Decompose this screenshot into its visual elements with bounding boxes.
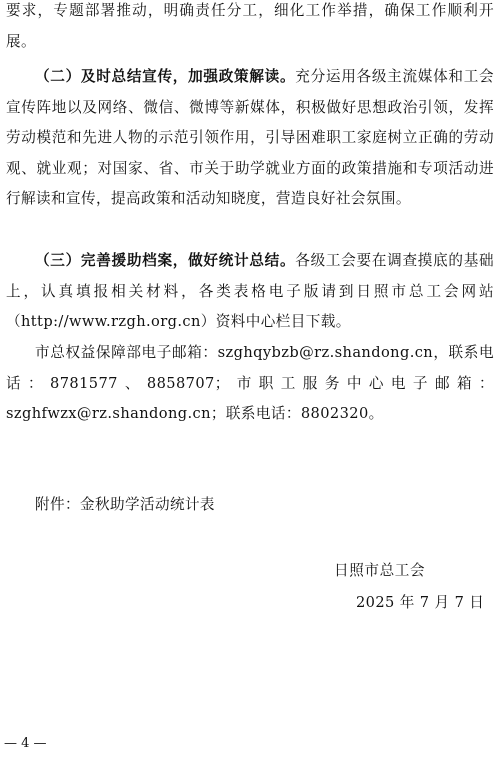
paragraph-heading: （二）及时总结宣传，加强政策解读。	[35, 68, 296, 85]
signature-organization: 日照市总工会	[334, 562, 426, 579]
paragraph-archives	[6, 246, 494, 338]
paragraph-continued: 要求，专题部署推动，明确责任分工，细化工作举措，确保工作顺利开展。	[6, 2, 494, 50]
page-number: — 4 —	[4, 736, 47, 751]
paragraph-body: 各级工会要在调查摸底的基础上，认真填报相关材料，各类表格电子版请到日照市总工会网站（http://www.rzgh.org.cn）资料中心栏目下载。	[6, 252, 494, 330]
paragraph-body: 充分运用各级主流媒体和工会宣传阵地以及网络、微信、微博等新媒体，积极做好思想政治引领，发挥劳动模范和先进人物的示范引领作用，引导困难职工家庭树立正确的劳动观、就业观；对国家、省、市关于助学就业方面的政策措施和专项活动进行解读和宣传，提高政策和活动知晓度，营造良好社会氛围。	[6, 68, 494, 207]
signature-date: 2025 年 7 月 7 日	[356, 594, 485, 611]
paragraph-contacts: 市总权益保障部电子邮箱：szghqybzb@rz.shandong.cn，联系电话：8781577、8858707；市职工服务中心电子邮箱：szghfwzx@rz.shandong.cn；联系电话：8802320。	[6, 344, 494, 422]
attachment-note: 附件：金秋助学活动统计表	[35, 496, 215, 513]
paragraph-publicity	[6, 62, 494, 215]
paragraph-heading: （三）完善援助档案，做好统计总结。	[35, 252, 296, 269]
